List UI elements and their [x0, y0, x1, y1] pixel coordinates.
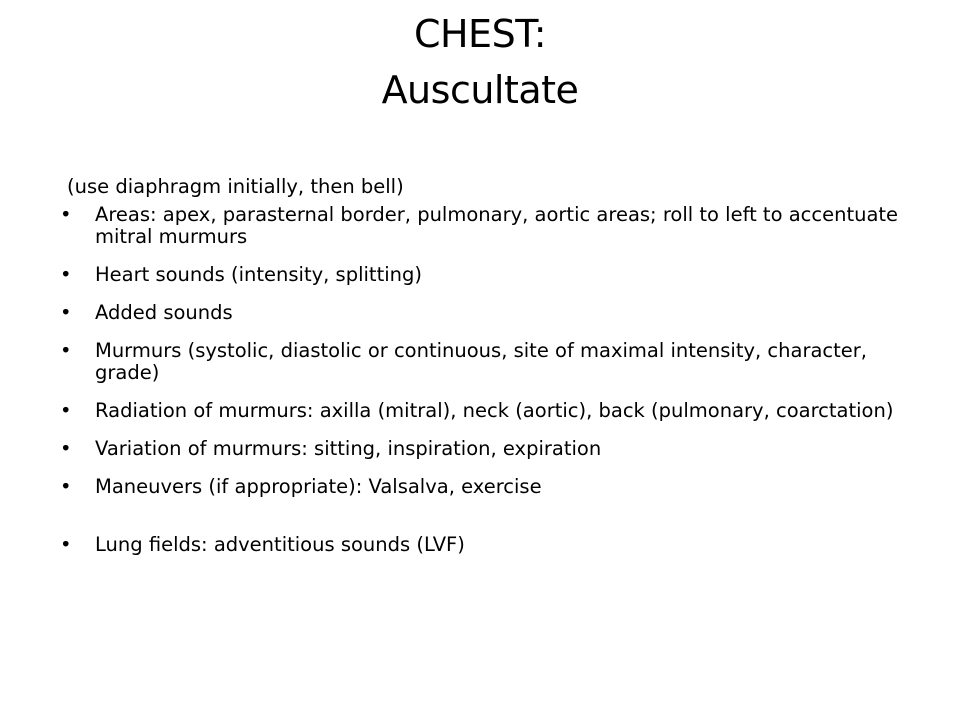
bullet-text: Murmurs (systolic, diastolic or continuous, site of maximal intensity, character, grade) [95, 339, 867, 384]
bullet-dot-icon: • [60, 203, 72, 226]
bullet-item [60, 400, 920, 422]
bullet-dot-icon: • [60, 301, 72, 324]
bullet-item [60, 476, 920, 498]
bullet-item [60, 438, 920, 460]
title-line-1: CHEST: [413, 12, 547, 56]
bullet-text: Areas: apex, parasternal border, pulmonary, aortic areas; roll to left to accentuate mitral murmurs [95, 203, 899, 248]
bullet-text: Maneuvers (if appropriate): Valsalva, exercise [95, 475, 542, 498]
bullet-item [60, 302, 920, 324]
bullet-dot-icon: • [60, 263, 72, 286]
bullet-text: Added sounds [95, 301, 233, 324]
bullet-list [60, 204, 920, 572]
bullet-dot-icon: • [60, 475, 72, 498]
bullet-text: Variation of murmurs: sitting, inspiration, expiration [95, 437, 602, 460]
bullet-item [60, 204, 920, 248]
bullet-text: Radiation of murmurs: axilla (mitral), neck (aortic), back (pulmonary, coarctation) [95, 399, 894, 422]
bullet-text: Heart sounds (intensity, splitting) [95, 263, 422, 286]
bullet-dot-icon: • [60, 339, 72, 362]
intro-text: (use diaphragm initially, then bell) [67, 175, 404, 198]
bullet-dot-icon: • [60, 399, 72, 422]
bullet-item [60, 264, 920, 286]
slide-title [0, 6, 960, 118]
bullet-text: Lung fields: adventitious sounds (LVF) [95, 533, 465, 556]
bullet-dot-icon: • [60, 437, 72, 460]
bullet-dot-icon: • [60, 533, 72, 556]
bullet-item [60, 340, 920, 384]
bullet-item [60, 534, 920, 556]
title-line-2: Auscultate [381, 68, 579, 112]
